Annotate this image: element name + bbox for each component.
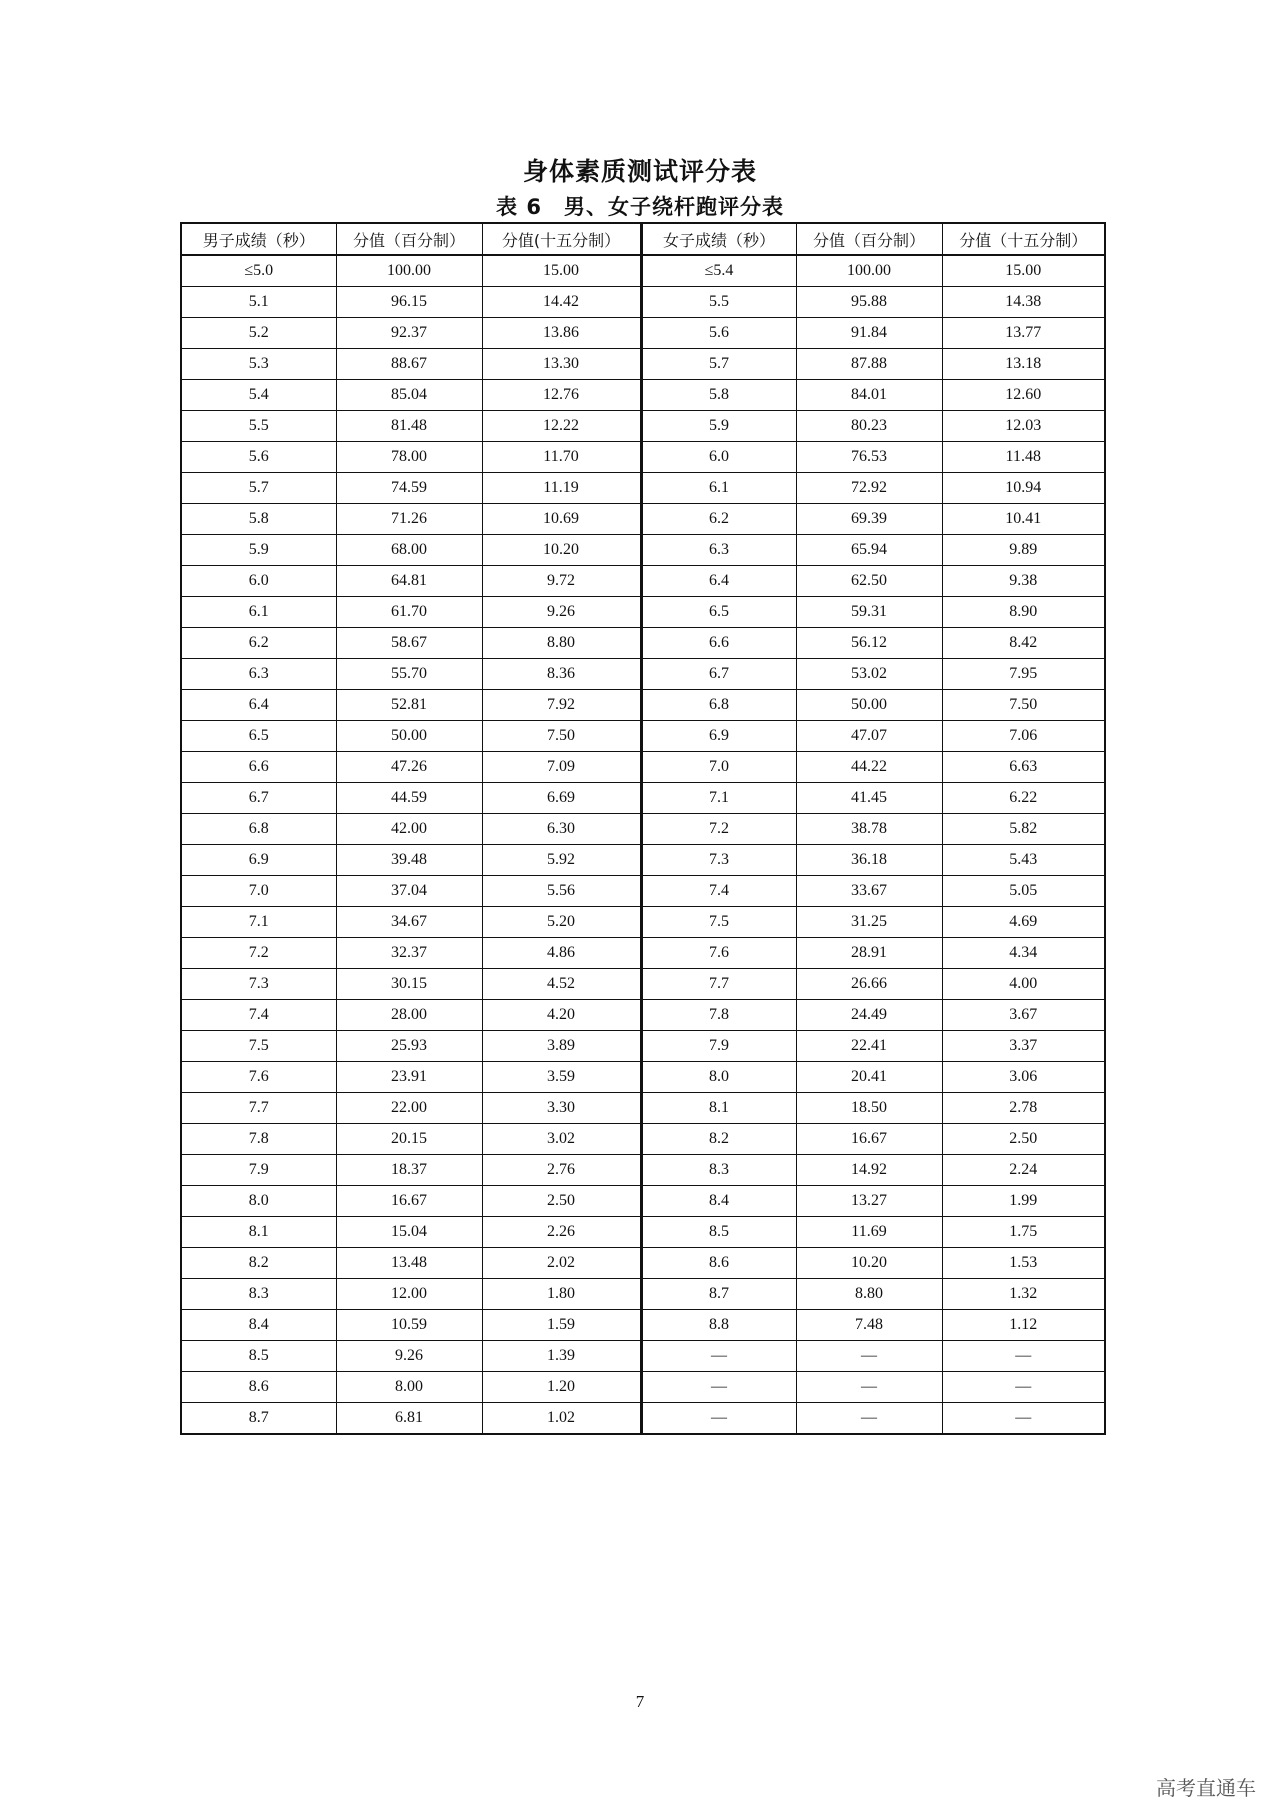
cell-male-time: 8.1 [181,1217,336,1248]
cell-female-time: 8.3 [641,1155,796,1186]
cell-male-score-15: 3.30 [482,1093,641,1124]
cell-male-time: 6.1 [181,597,336,628]
cell-male-time: 5.7 [181,473,336,504]
table-row [181,752,1105,783]
cell-female-score-15: 2.24 [942,1155,1105,1186]
cell-female-score-15: 3.37 [942,1031,1105,1062]
cell-male-score-100: 61.70 [336,597,482,628]
cell-female-score-100: — [796,1372,942,1403]
cell-female-score-15: 3.06 [942,1062,1105,1093]
table-row [181,1155,1105,1186]
cell-female-time: — [641,1403,796,1435]
cell-female-score-15: 6.22 [942,783,1105,814]
cell-male-score-100: 88.67 [336,349,482,380]
cell-female-score-15: 13.77 [942,318,1105,349]
table-body [181,255,1105,1434]
cell-male-time: 6.9 [181,845,336,876]
cell-female-time: 5.5 [641,287,796,318]
cell-male-score-15: 9.26 [482,597,641,628]
table-row [181,442,1105,473]
cell-female-time: 7.9 [641,1031,796,1062]
cell-male-score-15: 10.20 [482,535,641,566]
cell-male-score-100: 81.48 [336,411,482,442]
cell-male-score-15: 1.39 [482,1341,641,1372]
cell-male-score-15: 7.92 [482,690,641,721]
cell-male-score-15: 5.56 [482,876,641,907]
cell-female-time: 8.7 [641,1279,796,1310]
cell-female-time: 8.5 [641,1217,796,1248]
cell-female-time: 7.8 [641,1000,796,1031]
cell-male-score-15: 13.86 [482,318,641,349]
cell-female-score-100: 8.80 [796,1279,942,1310]
cell-male-time: 8.7 [181,1403,336,1435]
cell-female-score-15: 4.34 [942,938,1105,969]
cell-female-time: 6.7 [641,659,796,690]
cell-female-time: ≤5.4 [641,255,796,287]
table-row [181,628,1105,659]
cell-female-score-100: 50.00 [796,690,942,721]
cell-female-score-15: 1.53 [942,1248,1105,1279]
table-row [181,318,1105,349]
table-row [181,1093,1105,1124]
cell-female-score-15: 4.00 [942,969,1105,1000]
cell-female-time: 7.6 [641,938,796,969]
table-row [181,1248,1105,1279]
cell-female-score-100: 11.69 [796,1217,942,1248]
cell-male-score-100: 13.48 [336,1248,482,1279]
cell-male-time: 6.7 [181,783,336,814]
cell-male-score-15: 1.80 [482,1279,641,1310]
cell-male-score-15: 12.76 [482,380,641,411]
cell-female-score-100: 87.88 [796,349,942,380]
cell-male-score-15: 3.02 [482,1124,641,1155]
cell-female-time: — [641,1341,796,1372]
table-row [181,349,1105,380]
cell-male-time: 7.4 [181,1000,336,1031]
cell-male-score-100: 30.15 [336,969,482,1000]
cell-male-time: 8.6 [181,1372,336,1403]
cell-male-time: 6.2 [181,628,336,659]
table-row [181,504,1105,535]
cell-male-score-15: 12.22 [482,411,641,442]
cell-male-time: 7.9 [181,1155,336,1186]
table-row [181,1062,1105,1093]
cell-female-score-15: 4.69 [942,907,1105,938]
cell-female-time: 7.4 [641,876,796,907]
cell-female-score-100: 53.02 [796,659,942,690]
cell-female-score-15: 13.18 [942,349,1105,380]
cell-male-score-15: 8.80 [482,628,641,659]
cell-male-score-100: 39.48 [336,845,482,876]
cell-male-time: 5.8 [181,504,336,535]
cell-female-score-100: 47.07 [796,721,942,752]
cell-male-score-15: 5.92 [482,845,641,876]
table-row [181,566,1105,597]
cell-female-score-15: 10.94 [942,473,1105,504]
cell-female-score-100: 91.84 [796,318,942,349]
cell-male-score-100: 9.26 [336,1341,482,1372]
cell-female-score-15: 9.38 [942,566,1105,597]
table-row [181,938,1105,969]
cell-female-score-100: 38.78 [796,814,942,845]
table-row [181,1341,1105,1372]
table-row [181,535,1105,566]
cell-male-score-15: 7.09 [482,752,641,783]
cell-male-score-100: 64.81 [336,566,482,597]
cell-male-score-100: 55.70 [336,659,482,690]
cell-female-score-15: 1.75 [942,1217,1105,1248]
cell-male-score-15: 4.20 [482,1000,641,1031]
cell-female-time: 6.1 [641,473,796,504]
table-row [181,1310,1105,1341]
table-row [181,876,1105,907]
cell-female-time: 5.9 [641,411,796,442]
cell-male-score-100: 71.26 [336,504,482,535]
cell-male-time: 6.6 [181,752,336,783]
cell-female-score-100: 24.49 [796,1000,942,1031]
cell-female-time: 6.5 [641,597,796,628]
cell-female-score-15: 1.12 [942,1310,1105,1341]
cell-female-score-100: 76.53 [796,442,942,473]
cell-female-time: 5.8 [641,380,796,411]
cell-female-score-15: 6.63 [942,752,1105,783]
cell-female-score-100: 20.41 [796,1062,942,1093]
cell-male-score-15: 1.20 [482,1372,641,1403]
table-row [181,597,1105,628]
cell-male-score-100: 100.00 [336,255,482,287]
cell-female-score-100: 69.39 [796,504,942,535]
cell-male-score-15: 3.59 [482,1062,641,1093]
table-row [181,721,1105,752]
cell-female-score-100: 80.23 [796,411,942,442]
cell-male-time: 8.0 [181,1186,336,1217]
cell-female-time: 6.4 [641,566,796,597]
table-caption: 表 6 男、女子绕杆跑评分表 [496,195,784,219]
cell-female-score-100: 13.27 [796,1186,942,1217]
cell-male-time: 6.0 [181,566,336,597]
cell-female-score-15: 12.60 [942,380,1105,411]
cell-male-score-15: 4.52 [482,969,641,1000]
table-row [181,411,1105,442]
cell-male-score-100: 18.37 [336,1155,482,1186]
cell-male-score-100: 20.15 [336,1124,482,1155]
cell-female-time: 6.6 [641,628,796,659]
cell-female-score-100: 72.92 [796,473,942,504]
cell-male-score-100: 92.37 [336,318,482,349]
table-row [181,287,1105,318]
cell-male-score-15: 13.30 [482,349,641,380]
cell-male-time: 5.6 [181,442,336,473]
cell-female-score-100: 41.45 [796,783,942,814]
cell-female-time: 7.1 [641,783,796,814]
cell-female-score-100: — [796,1403,942,1435]
table-row [181,783,1105,814]
table-row [181,473,1105,504]
cell-male-score-15: 11.70 [482,442,641,473]
cell-male-score-15: 15.00 [482,255,641,287]
cell-female-score-15: 1.32 [942,1279,1105,1310]
cell-male-time: ≤5.0 [181,255,336,287]
cell-female-score-15: — [942,1372,1105,1403]
cell-female-time: 8.4 [641,1186,796,1217]
cell-female-time: 6.3 [641,535,796,566]
cell-male-score-15: 11.19 [482,473,641,504]
table-header-row [181,223,1105,255]
cell-female-score-100: 22.41 [796,1031,942,1062]
cell-male-score-100: 34.67 [336,907,482,938]
cell-male-score-100: 10.59 [336,1310,482,1341]
cell-male-score-100: 6.81 [336,1403,482,1435]
cell-male-score-100: 96.15 [336,287,482,318]
score-table [180,222,1106,1435]
cell-female-score-15: 8.90 [942,597,1105,628]
cell-female-score-15: 3.67 [942,1000,1105,1031]
cell-male-score-100: 16.67 [336,1186,482,1217]
table-row [181,690,1105,721]
cell-male-score-15: 1.02 [482,1403,641,1435]
cell-male-time: 8.5 [181,1341,336,1372]
cell-male-time: 7.7 [181,1093,336,1124]
cell-male-score-100: 68.00 [336,535,482,566]
table-row [181,1124,1105,1155]
cell-male-score-15: 2.50 [482,1186,641,1217]
cell-female-time: 6.0 [641,442,796,473]
cell-male-score-15: 1.59 [482,1310,641,1341]
cell-male-score-100: 12.00 [336,1279,482,1310]
table-row [181,1000,1105,1031]
cell-female-time: 7.7 [641,969,796,1000]
cell-female-score-15: 5.82 [942,814,1105,845]
cell-female-score-15: 11.48 [942,442,1105,473]
cell-female-time: 6.8 [641,690,796,721]
cell-female-score-15: 7.50 [942,690,1105,721]
cell-female-time: 8.6 [641,1248,796,1279]
cell-male-score-15: 2.26 [482,1217,641,1248]
table-row [181,1403,1105,1435]
cell-female-score-15: — [942,1403,1105,1435]
cell-female-time: 6.2 [641,504,796,535]
cell-female-score-15: 5.05 [942,876,1105,907]
cell-female-score-100: 95.88 [796,287,942,318]
cell-female-time: 7.3 [641,845,796,876]
cell-male-time: 7.1 [181,907,336,938]
cell-female-score-15: 2.78 [942,1093,1105,1124]
cell-female-score-100: 36.18 [796,845,942,876]
page-title: 身体素质测试评分表 [522,157,757,186]
cell-female-score-100: 10.20 [796,1248,942,1279]
header-male-score-15: 分值(十五分制） [482,223,641,255]
cell-male-score-100: 8.00 [336,1372,482,1403]
cell-male-time: 8.2 [181,1248,336,1279]
table-row [181,969,1105,1000]
cell-female-score-15: 7.06 [942,721,1105,752]
cell-male-time: 6.3 [181,659,336,690]
cell-female-time: 7.2 [641,814,796,845]
cell-female-time: 7.0 [641,752,796,783]
watermark: 高考直通车 [1156,1776,1256,1800]
cell-male-score-100: 37.04 [336,876,482,907]
cell-female-score-15: 15.00 [942,255,1105,287]
cell-female-score-15: 14.38 [942,287,1105,318]
cell-male-score-100: 32.37 [336,938,482,969]
cell-male-time: 5.1 [181,287,336,318]
cell-male-time: 5.5 [181,411,336,442]
cell-male-score-100: 23.91 [336,1062,482,1093]
table-row [181,1031,1105,1062]
cell-male-score-15: 7.50 [482,721,641,752]
cell-male-time: 6.8 [181,814,336,845]
cell-female-score-100: 56.12 [796,628,942,659]
cell-female-score-100: 26.66 [796,969,942,1000]
cell-male-score-15: 5.20 [482,907,641,938]
cell-female-time: 5.6 [641,318,796,349]
cell-male-score-15: 4.86 [482,938,641,969]
cell-female-score-15: 5.43 [942,845,1105,876]
header-female-score-100: 分值（百分制） [796,223,942,255]
cell-male-time: 7.3 [181,969,336,1000]
cell-male-score-100: 47.26 [336,752,482,783]
cell-male-score-15: 9.72 [482,566,641,597]
cell-male-time: 5.4 [181,380,336,411]
cell-female-score-100: 31.25 [796,907,942,938]
cell-female-time: 8.0 [641,1062,796,1093]
cell-male-time: 6.4 [181,690,336,721]
table-row [181,1372,1105,1403]
cell-female-score-15: 9.89 [942,535,1105,566]
cell-male-score-15: 2.02 [482,1248,641,1279]
cell-female-score-15: 12.03 [942,411,1105,442]
header-female-time: 女子成绩（秒） [641,223,796,255]
cell-male-score-15: 3.89 [482,1031,641,1062]
page-number: 7 [635,1692,645,1711]
cell-female-score-100: 65.94 [796,535,942,566]
cell-female-score-100: 18.50 [796,1093,942,1124]
header-male-score-100: 分值（百分制） [336,223,482,255]
cell-female-score-100: — [796,1341,942,1372]
table-row [181,907,1105,938]
cell-male-time: 5.2 [181,318,336,349]
cell-male-score-100: 85.04 [336,380,482,411]
table-row [181,845,1105,876]
cell-male-time: 7.5 [181,1031,336,1062]
table-row [181,380,1105,411]
cell-female-score-15: 1.99 [942,1186,1105,1217]
cell-male-score-100: 22.00 [336,1093,482,1124]
cell-female-score-100: 7.48 [796,1310,942,1341]
cell-male-score-15: 10.69 [482,504,641,535]
cell-male-score-100: 28.00 [336,1000,482,1031]
cell-male-score-15: 8.36 [482,659,641,690]
cell-male-score-15: 14.42 [482,287,641,318]
cell-female-score-100: 84.01 [796,380,942,411]
cell-male-score-100: 52.81 [336,690,482,721]
cell-female-time: 7.5 [641,907,796,938]
table-row [181,1186,1105,1217]
table-row [181,1279,1105,1310]
cell-female-score-100: 14.92 [796,1155,942,1186]
cell-female-score-100: 62.50 [796,566,942,597]
cell-female-score-15: 10.41 [942,504,1105,535]
cell-male-time: 7.8 [181,1124,336,1155]
cell-male-score-15: 2.76 [482,1155,641,1186]
cell-male-score-100: 58.67 [336,628,482,659]
cell-male-score-100: 78.00 [336,442,482,473]
cell-male-time: 8.4 [181,1310,336,1341]
cell-male-score-100: 15.04 [336,1217,482,1248]
cell-female-time: — [641,1372,796,1403]
cell-male-time: 7.0 [181,876,336,907]
cell-male-time: 8.3 [181,1279,336,1310]
cell-female-time: 8.1 [641,1093,796,1124]
cell-female-score-15: 8.42 [942,628,1105,659]
cell-female-time: 5.7 [641,349,796,380]
cell-male-time: 5.3 [181,349,336,380]
table-row [181,814,1105,845]
cell-male-time: 6.5 [181,721,336,752]
header-female-score-15: 分值（十五分制） [942,223,1105,255]
cell-male-score-15: 6.30 [482,814,641,845]
cell-female-score-100: 33.67 [796,876,942,907]
cell-female-score-100: 44.22 [796,752,942,783]
cell-female-score-100: 100.00 [796,255,942,287]
cell-male-score-15: 6.69 [482,783,641,814]
cell-male-time: 5.9 [181,535,336,566]
cell-female-score-15: — [942,1341,1105,1372]
cell-male-time: 7.2 [181,938,336,969]
table-row [181,659,1105,690]
cell-female-time: 6.9 [641,721,796,752]
table-row [181,255,1105,287]
cell-female-score-15: 2.50 [942,1124,1105,1155]
cell-female-score-100: 16.67 [796,1124,942,1155]
cell-male-score-100: 44.59 [336,783,482,814]
cell-female-score-100: 28.91 [796,938,942,969]
cell-female-score-100: 59.31 [796,597,942,628]
table-row [181,1217,1105,1248]
cell-female-score-15: 7.95 [942,659,1105,690]
header-male-time: 男子成绩（秒） [181,223,336,255]
cell-male-score-100: 50.00 [336,721,482,752]
cell-female-time: 8.2 [641,1124,796,1155]
cell-male-score-100: 74.59 [336,473,482,504]
cell-male-score-100: 25.93 [336,1031,482,1062]
cell-female-time: 8.8 [641,1310,796,1341]
cell-male-score-100: 42.00 [336,814,482,845]
cell-male-time: 7.6 [181,1062,336,1093]
